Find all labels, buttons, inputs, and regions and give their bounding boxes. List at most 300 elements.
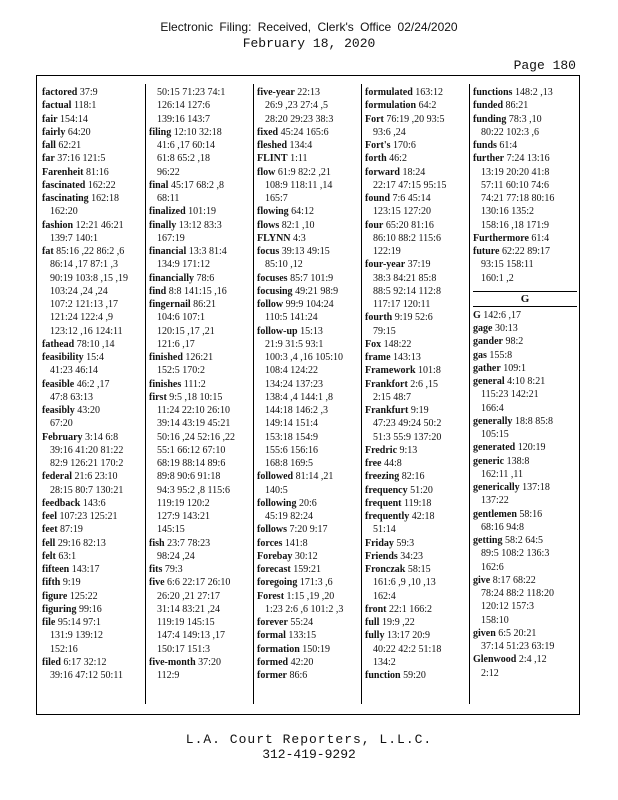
index-entry: [365, 113, 469, 140]
page-line-refs: 98:2: [505, 336, 524, 348]
page-line-refs: 22:1 166:2: [388, 603, 433, 615]
index-term: gage: [473, 323, 493, 334]
index-term: five-month: [149, 656, 196, 668]
page-line-refs: 93:15 158:11: [481, 259, 534, 271]
index-entry: [257, 590, 361, 617]
page-line-refs: 49:21 98:9: [295, 285, 339, 297]
section-letter-heading: G: [473, 291, 577, 307]
page-line-refs: 34:23: [400, 550, 424, 562]
page-line-refs: 161:6 ,9 ,10 ,13: [373, 577, 436, 589]
index-entry: [473, 99, 577, 112]
page-line-refs: 13:12 83:3: [178, 219, 222, 231]
index-entry: [42, 86, 150, 99]
page-line-refs: 18:24: [402, 166, 426, 178]
page-line-refs: 117:17 120:11: [373, 299, 431, 310]
page-line-refs: 43:20: [77, 405, 101, 416]
index-entry: [473, 309, 577, 322]
index-entry: [149, 272, 253, 285]
page-line-refs: 46:2: [389, 153, 407, 165]
index-term: gather: [473, 362, 501, 374]
page-line-refs: 170:6: [393, 140, 416, 151]
index-entry: [365, 497, 469, 510]
index-term: freezing: [365, 471, 400, 483]
index-term: gentlemen: [473, 508, 517, 520]
index-term: flow: [257, 166, 276, 178]
page-line-refs: 39:16 47:12 50:11: [50, 670, 123, 681]
index-term: February: [42, 431, 83, 443]
index-term: formation: [257, 643, 300, 655]
index-term: fourth: [365, 312, 393, 324]
index-term: Fredric: [365, 444, 398, 456]
index-term: function: [365, 670, 401, 681]
page-line-refs: 103:24 ,24 ,24: [50, 285, 108, 297]
page-line-refs: 126:21: [185, 352, 214, 363]
index-term: fathead: [42, 338, 75, 350]
index-term: federal: [42, 471, 72, 483]
page-line-refs: 59:20: [403, 670, 426, 681]
index-column-3: [253, 84, 361, 704]
index-entry: [149, 245, 253, 272]
page-line-refs: 2:6 ,15: [410, 378, 439, 390]
index-term: foregoing: [257, 577, 298, 589]
page-line-refs: 121:24 122:4 ,9: [50, 312, 114, 324]
index-entry: [473, 139, 577, 152]
index-entry: [365, 364, 469, 377]
index-frame: [36, 75, 580, 715]
page-line-refs: 168:8 169:5: [265, 458, 314, 469]
index-entry: [365, 669, 469, 682]
page-line-refs: 47:23 49:24 50:2: [373, 418, 442, 430]
index-term: file: [42, 617, 56, 628]
index-entry: [257, 325, 361, 471]
index-entry: [42, 166, 150, 179]
index-term: feasible: [42, 378, 75, 390]
index-entry: [149, 391, 253, 537]
page-line-refs: 81:16: [85, 166, 109, 178]
index-term: financial: [149, 246, 187, 257]
index-entry: [365, 484, 469, 497]
page-line-refs: 148:2 ,13: [514, 87, 553, 98]
index-term: generally: [473, 415, 513, 427]
index-term: fleshed: [257, 140, 287, 151]
page-line-refs: 62:22 89:17: [501, 246, 551, 257]
index-term: figuring: [42, 603, 77, 615]
index-term: feasibly: [42, 405, 75, 416]
page-line-refs: 160:1 ,2: [481, 272, 514, 284]
index-term: formulated: [365, 87, 413, 98]
index-entry: [42, 603, 150, 616]
index-entry: [257, 616, 361, 629]
page-line-refs: 4:10 8:21: [507, 376, 546, 387]
page-line-refs: 2:15 48:7: [373, 391, 412, 403]
index-entry: [257, 669, 361, 682]
index-term: Fort: [365, 113, 384, 125]
page-line-refs: 171:3 ,6: [299, 577, 333, 589]
page-line-refs: 93:6 ,24: [373, 126, 406, 138]
index-term: formulation: [365, 100, 417, 112]
index-entry: [257, 550, 361, 563]
page-line-refs: 65:20 81:16: [385, 219, 434, 231]
index-entry: [42, 576, 150, 589]
page-line-refs: 79:3: [164, 564, 183, 575]
index-term: feasibility: [42, 352, 84, 363]
page-line-refs: 139:16 143:7: [157, 113, 211, 125]
page-line-refs: 62:21: [58, 140, 82, 151]
index-term: FLINT: [257, 153, 288, 165]
page-line-refs: 118:1: [73, 100, 97, 112]
page-line-refs: 2:4 ,12: [518, 654, 547, 666]
page-line-refs: 6:6 22:17 26:10: [167, 577, 231, 589]
index-term: formed: [257, 656, 289, 668]
index-column-2: [145, 84, 253, 704]
page-line-refs: 22:17 47:15 95:15: [373, 179, 447, 191]
page-line-refs: 126:14 127:6: [157, 100, 211, 112]
page-line-refs: 99:9 104:24: [285, 299, 334, 310]
page-line-refs: 64:20: [67, 126, 91, 138]
page-line-refs: 58:15: [407, 564, 431, 575]
page-line-refs: 40:22 42:2 51:18: [373, 643, 442, 655]
page-line-refs: 152:16: [50, 643, 78, 655]
index-entry: [365, 510, 469, 537]
index-term: four: [365, 219, 384, 231]
index-term: generic: [473, 455, 505, 467]
page-line-refs: 45:19 82:24: [265, 511, 314, 522]
index-entry: [257, 285, 361, 298]
page-line-refs: 81:14 ,21: [295, 471, 334, 483]
index-entry: [42, 497, 150, 510]
index-term: former: [257, 670, 287, 681]
index-entry: [365, 258, 469, 311]
index-term: finally: [149, 219, 177, 231]
page-line-refs: 120:19: [517, 442, 546, 454]
index-term: forever: [257, 617, 288, 628]
page-line-refs: 6:5 20:21: [498, 627, 537, 639]
index-term: follows: [257, 524, 287, 536]
page-line-refs: 86:10 88:2 115:6: [373, 232, 441, 244]
page-line-refs: 119:19 145:15: [157, 617, 215, 628]
page-line-refs: 154:14: [60, 113, 88, 125]
index-entry: [365, 219, 469, 259]
page-line-refs: 130:16 135:2: [481, 206, 535, 218]
page-line-refs: 9:19: [410, 405, 429, 416]
index-entry: [257, 643, 361, 656]
index-term: Frankfort: [365, 378, 408, 390]
index-entry: [149, 576, 253, 656]
index-entry: [42, 550, 150, 563]
page-line-refs: 7:20 9:17: [289, 524, 328, 536]
index-term: generated: [473, 442, 516, 454]
index-term: free: [365, 458, 382, 469]
index-entry: [42, 219, 150, 246]
page-line-refs: 109:1: [503, 362, 527, 374]
page-line-refs: 85:10 ,12: [265, 259, 303, 271]
page-line-refs: 119:18: [403, 497, 432, 509]
page-line-refs: 8:8 141:15 ,16: [168, 285, 227, 297]
index-term: full: [365, 617, 380, 628]
index-entry: [42, 537, 150, 550]
page-line-refs: 137:18: [522, 482, 550, 493]
index-term: fully: [365, 630, 385, 642]
page-line-refs: 76:19 ,20 93:5: [386, 113, 445, 125]
page-line-refs: 13:19 20:20 41:8: [481, 166, 550, 178]
index-entry: [149, 298, 253, 351]
page-line-refs: 162:11 ,11: [481, 468, 524, 480]
page-line-refs: 1:11: [290, 153, 308, 165]
page-line-refs: 89:5 108:2 136:3: [481, 548, 550, 560]
index-term: fifteen: [42, 564, 70, 575]
index-term: future: [473, 246, 500, 257]
page-line-refs: 148:22: [383, 338, 412, 350]
page-line-refs: 125:22: [69, 590, 98, 602]
index-term: funded: [473, 100, 504, 112]
index-term: factual: [42, 100, 72, 112]
filing-date: February 18, 2020: [242, 36, 376, 51]
index-term: flowing: [257, 206, 289, 218]
index-entry: [473, 481, 577, 508]
index-entry: [473, 322, 577, 335]
page-line-refs: 26:9 ,23 27:4 ,5: [265, 100, 329, 112]
page-line-refs: 28:20 29:23 38:3: [265, 113, 334, 125]
page-line-refs: 29:16 82:13: [57, 537, 106, 549]
index-entry: [257, 629, 361, 642]
page-line-refs: 13:3 81:4: [188, 246, 227, 257]
index-entry: [473, 534, 577, 574]
index-term: Forest: [257, 590, 285, 602]
page-line-refs: 42:20: [290, 656, 314, 668]
index-entry: [149, 179, 253, 206]
page-line-refs: 58:2 64:5: [504, 535, 544, 546]
page-line-refs: 22:13: [297, 87, 321, 98]
index-term: Fort's: [365, 140, 391, 151]
index-entry: [473, 86, 577, 99]
page-line-refs: 37:20: [198, 656, 221, 668]
page-line-refs: 45:17 68:2 ,8: [170, 179, 225, 191]
page-line-refs: 51:14: [373, 524, 396, 536]
index-term: financially: [149, 272, 195, 284]
index-term: formal: [257, 630, 286, 642]
page-number: Page 180: [513, 58, 576, 73]
page-line-refs: 122:19: [373, 246, 401, 257]
page-line-refs: 57:11 60:10 74:6: [481, 179, 549, 191]
page-line-refs: 12:10 32:18: [173, 126, 222, 138]
index-entry: [365, 338, 469, 351]
index-entry: [365, 311, 469, 338]
index-entry: [365, 86, 469, 99]
index-term: filed: [42, 656, 61, 668]
index-entry: [149, 219, 253, 246]
page-line-refs: 112:9: [157, 670, 180, 681]
index-entry: [257, 166, 361, 206]
page-line-refs: 159:21: [293, 564, 321, 575]
page-line-refs: 162:6: [481, 561, 504, 573]
index-entry: [365, 470, 469, 483]
page-line-refs: 1:15 ,19 ,20: [286, 590, 335, 602]
page-line-refs: 140:5: [265, 484, 288, 496]
page-line-refs: 39:16 41:20 81:22: [50, 444, 124, 456]
page-line-refs: 11:24 22:10 26:10: [157, 405, 230, 416]
page-line-refs: 96:22: [157, 166, 180, 178]
index-term: forecast: [257, 564, 291, 575]
footer-phone: 312-419-9292: [262, 747, 356, 762]
page-line-refs: 61:4: [531, 232, 550, 244]
index-entry: [149, 285, 253, 298]
index-entry: [257, 470, 361, 497]
index-entry: [42, 152, 150, 165]
page-line-refs: 163:12: [415, 87, 444, 98]
page-line-refs: 104:6 107:1: [157, 312, 206, 324]
page-line-refs: 162:18: [91, 193, 119, 204]
index-term: flows: [257, 219, 280, 231]
index-entry: [257, 537, 361, 550]
page-line-refs: 55:24: [290, 617, 314, 628]
index-term: factored: [42, 87, 78, 98]
page-line-refs: 134:2: [373, 656, 396, 668]
index-term: five: [149, 577, 165, 589]
index-entry: [365, 616, 469, 629]
index-term: fascinating: [42, 193, 89, 204]
page-line-refs: 88:5 92:14 112:8: [373, 285, 441, 297]
index-entry: [257, 245, 361, 272]
page-line-refs: 61:9 82:2 ,21: [277, 166, 331, 178]
page-line-refs: 50:16 ,24 52:16 ,22: [157, 431, 236, 443]
index-entry: [365, 351, 469, 364]
page-line-refs: 145:15: [157, 524, 185, 536]
page-line-refs: 133:15: [288, 630, 317, 642]
page-line-refs: 149:14 151:4: [265, 418, 319, 430]
index-term: forward: [365, 166, 400, 178]
page-line-refs: 166:4: [481, 402, 504, 414]
index-term: fascinated: [42, 179, 86, 191]
page-line-refs: 18:8 85:8: [514, 415, 553, 427]
page-line-refs: 68:19 88:14 89:6: [157, 458, 226, 469]
index-entry: [365, 563, 469, 603]
page-line-refs: 7:6 45:14: [392, 193, 431, 204]
page-line-refs: 41:23 46:14: [50, 365, 99, 377]
index-term: gas: [473, 349, 487, 361]
index-term: Furthermore: [473, 232, 529, 244]
page-line-refs: 120:15 ,17 ,21: [157, 325, 215, 337]
page-line-refs: 98:24 ,24: [157, 550, 195, 562]
index-term: far: [42, 153, 55, 165]
index-term: give: [473, 574, 491, 586]
page-line-refs: 131:9 139:12: [50, 630, 104, 642]
page-line-refs: 87:19: [60, 524, 83, 536]
index-entry: [42, 523, 150, 536]
page-line-refs: 111:2: [183, 378, 206, 390]
index-term: fish: [149, 537, 165, 549]
index-entry: [473, 245, 577, 285]
page-line-refs: 2:12: [481, 667, 499, 679]
index-term: Forebay: [257, 550, 293, 562]
page-line-refs: 162:20: [50, 206, 78, 218]
page-line-refs: 58:16: [519, 508, 543, 520]
page-line-refs: 119:19 120:2: [157, 497, 210, 509]
page-line-refs: 143:13: [393, 352, 421, 363]
page-line-refs: 105:15: [481, 429, 509, 440]
page-line-refs: 30:13: [494, 323, 518, 334]
index-term: focus: [257, 246, 280, 257]
page-line-refs: 28:15 80:7 130:21: [50, 484, 124, 496]
index-term: figure: [42, 590, 68, 602]
page-line-refs: 138:8: [506, 455, 530, 467]
page-line-refs: 165:7: [265, 193, 288, 204]
index-entry: [42, 470, 150, 497]
index-term: Fox: [365, 338, 382, 350]
index-term: Friends: [365, 550, 398, 562]
page-line-refs: 150:17 151:3: [157, 643, 211, 655]
page-line-refs: 67:20: [50, 418, 73, 430]
page-line-refs: 152:5 170:2: [157, 365, 206, 377]
page-line-refs: 47:8 63:13: [50, 391, 94, 403]
index-entry: [149, 656, 253, 683]
index-entry: [42, 378, 150, 405]
index-term: fifth: [42, 577, 61, 589]
page-line-refs: 123:15 127:20: [373, 206, 432, 218]
page-line-refs: 78:24 88:2 118:20: [481, 588, 554, 599]
index-entry: [365, 152, 469, 165]
page-line-refs: 63:1: [58, 550, 77, 562]
page-line-refs: 59:3: [396, 537, 415, 549]
page-line-refs: 150:19: [302, 643, 331, 655]
index-term: forth: [365, 153, 387, 165]
page-line-refs: 137:22: [481, 495, 509, 507]
page-line-refs: 15:13: [300, 325, 323, 337]
index-entry: [365, 550, 469, 563]
page-line-refs: 74:21 77:18 80:16: [481, 193, 555, 204]
page-line-refs: 86:6: [289, 670, 308, 681]
index-term: general: [473, 376, 505, 387]
index-entry: [365, 404, 469, 444]
page-line-refs: 44:8: [383, 458, 402, 469]
page-line-refs: 134:24 137:23: [265, 378, 324, 390]
page-line-refs: 86:14 ,17 87:1 ,3: [50, 259, 119, 271]
index-entry: [149, 537, 253, 564]
index-entry: [365, 139, 469, 152]
page-line-refs: 79:15: [373, 325, 396, 337]
index-entry: [257, 219, 361, 232]
page-line-refs: 30:12: [294, 550, 318, 562]
index-entry: [42, 656, 150, 683]
index-entry: [257, 497, 361, 524]
index-term: finalized: [149, 206, 186, 218]
index-entry: [42, 590, 150, 603]
page-line-refs: 21:9 31:5 93:1: [265, 338, 324, 350]
page-line-refs: 100:3 ,4 ,16 105:10: [265, 352, 344, 363]
page-line-refs: 101:19: [188, 206, 216, 218]
page-line-refs: 42:18: [411, 511, 435, 522]
index-column-4: [361, 84, 469, 704]
page-line-refs: 85:16 ,22 86:2 ,6: [56, 246, 125, 257]
index-entry: [473, 113, 577, 140]
page-line-refs: 55:1 66:12 67:10: [157, 444, 226, 456]
index-entry: [149, 86, 253, 126]
page-line-refs: 80:22 102:3 ,6: [481, 126, 540, 138]
page-line-refs: 162:22: [87, 179, 116, 191]
page-line-refs: 121:6 ,17: [157, 338, 195, 350]
page-line-refs: 89:8 90:6 91:18: [157, 471, 221, 483]
index-entry: [257, 126, 361, 139]
page-line-refs: 37:16 121:5: [57, 153, 106, 165]
page-line-refs: 9:19 52:6: [394, 312, 433, 324]
page-line-refs: 26:20 ,21 27:17: [157, 590, 221, 602]
index-entry: [42, 99, 150, 112]
page-line-refs: 143:17: [71, 564, 100, 575]
page-line-refs: 20:6: [298, 497, 317, 509]
index-entry: [42, 179, 150, 192]
index-entry: [473, 415, 577, 442]
index-term: followed: [257, 471, 294, 483]
page-line-refs: 108:4 124:22: [265, 365, 319, 377]
